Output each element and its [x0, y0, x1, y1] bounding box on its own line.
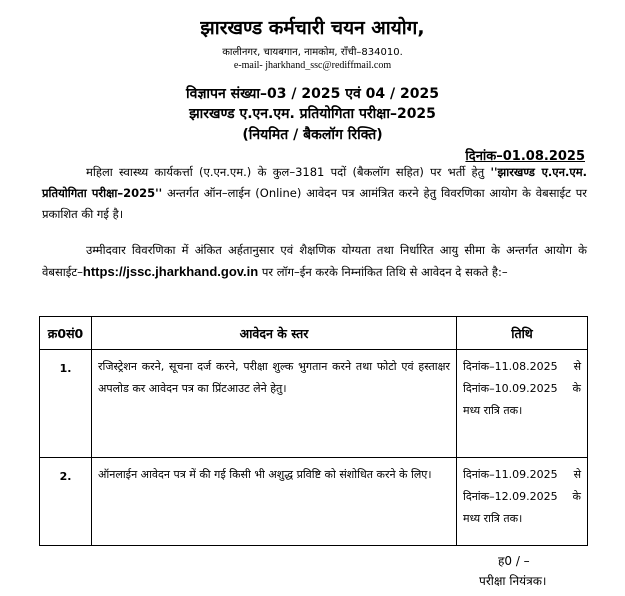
exam-title: झारखण्ड ए.एन.एम. प्रतियोगिता परीक्षा–2025 [189, 106, 436, 122]
org-email: e-mail- jharkhand_ssc@rediffmail.com [233, 60, 392, 71]
header-date: तिथि [457, 317, 588, 350]
date-to: दिनांक–12.09.2025 [463, 490, 558, 503]
row-stage: रजिस्ट्रेशन करने, सूचना दर्ज करने, परीक्षा शुल्क भुगतान करने तथा फोटो एवं हस्ताक्षर अपलोड कर आवेदन पत्र का प्रिंटआउट लेने हेतु। [92, 350, 457, 458]
para1-text-a: महिला स्वास्थ्य कार्यकर्त्ता (ए.एन.एम.) के कुल–3181 पदों (बैकलॉग सहित) पर भर्ती हेतु [86, 165, 485, 179]
org-name: झारखण्ड कर्मचारी चयन आयोग, [200, 17, 425, 39]
para2-text-b: पर लॉग–ईन करके निम्नांकित तिथि से आवेदन दे सकते है:– [261, 265, 508, 279]
table-row [40, 350, 588, 458]
row-stage: ऑनलाईन आवेदन पत्र में की गई किसी भी अशुद्ध प्रविष्टि को संशोधित करने के लिए। [92, 458, 457, 546]
date-to-suffix: के [572, 490, 581, 503]
paragraph-2 [42, 240, 587, 283]
advertisement-number: विज्ञापन संख्या–03 / 2025 एवं 04 / 2025 [186, 86, 439, 102]
row-serial: 2. [40, 458, 92, 546]
table-header-row [40, 317, 588, 350]
para1-text-b: अन्तर्गत ऑन–लाईन (Online) आवेदन पत्र आमंत्रित करने हेतु विवरणिका आयोग के वेबसाईट पर प्रकाशित की गई है। [42, 186, 588, 221]
row-serial: 1. [40, 350, 92, 458]
date-from-suffix: से [573, 360, 581, 373]
time-note: मध्य रात्रि तक। [463, 512, 523, 525]
header-stage: आवेदन के स्तर [92, 317, 457, 350]
notice-date: दिनांक–01.08.2025 [465, 149, 585, 164]
website-link[interactable]: https://jssc.jharkhand.gov.in [82, 264, 259, 279]
date-from: दिनांक–11.08.2025 [463, 360, 558, 373]
paragraph-1 [42, 162, 587, 225]
date-from-suffix: से [573, 468, 581, 481]
header-serial: क्र0सं0 [40, 317, 92, 350]
date-to: दिनांक–10.09.2025 [463, 382, 558, 395]
date-to-suffix: के [572, 382, 581, 395]
date-from: दिनांक–11.09.2025 [463, 468, 558, 481]
row-date [457, 350, 588, 458]
signature-mark: ह0 / – [498, 554, 530, 568]
signatory-title: परीक्षा नियंत्रक। [479, 574, 547, 588]
schedule-table [39, 316, 588, 546]
table-row [40, 458, 588, 546]
para1-exam-name: ''झारखण्ड ए.एन.एम. प्रतियोगिता परीक्षा–2025'' [42, 165, 588, 200]
row-date [457, 458, 588, 546]
time-note: मध्य रात्रि तक। [463, 404, 523, 417]
para2-text-a: उम्मीदवार विवरणिका में अंकित अर्हतानुसार एवं शैक्षणिक योग्यता तथा निर्धारित आयु सीमा के अन्तर्गत आयोग के वेबसाईट– [42, 243, 587, 279]
exam-subtitle: (नियमित / बैकलॉग रिक्ति) [242, 127, 383, 143]
org-address: कालीनगर, चायबगान, नामकोम, राँची–834010. [222, 47, 403, 58]
